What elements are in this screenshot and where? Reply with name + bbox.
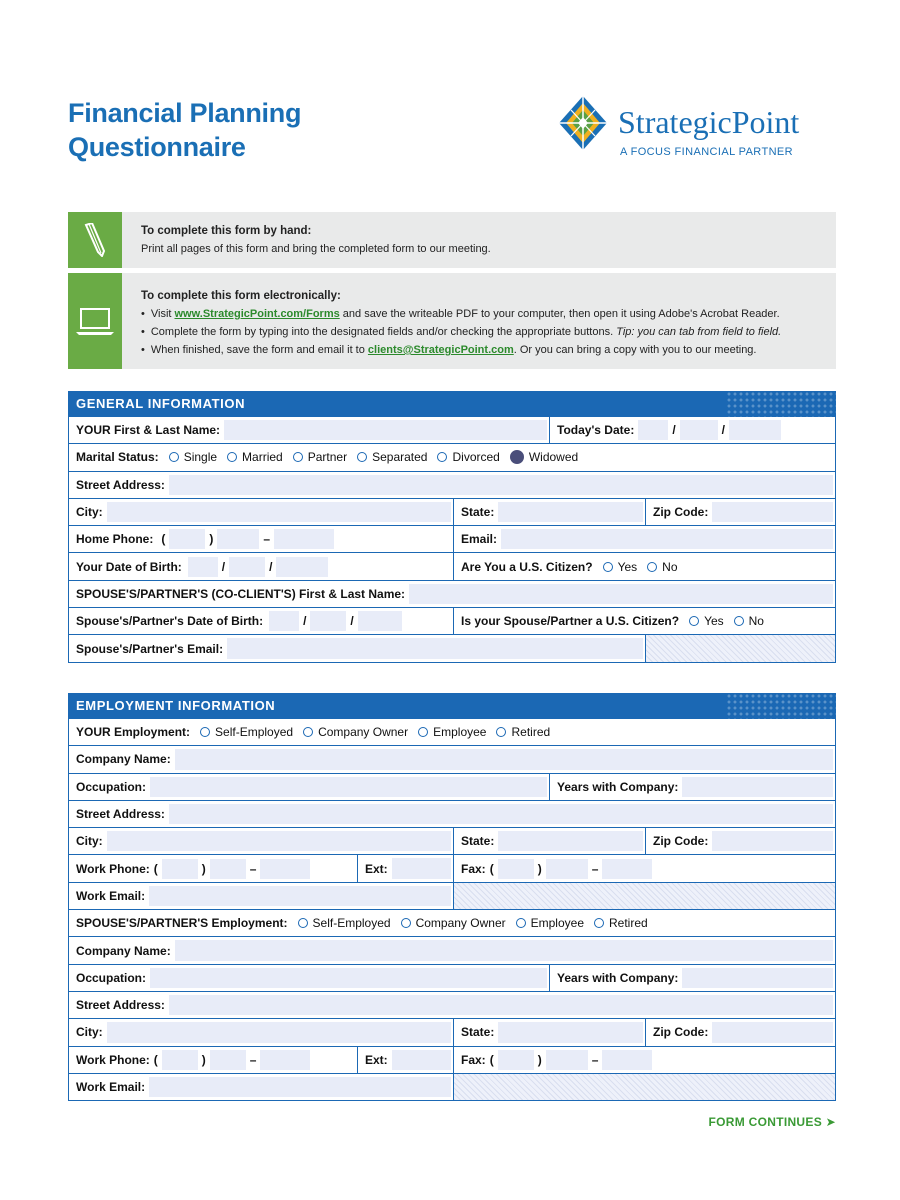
phone-prefix-field[interactable] bbox=[217, 529, 259, 549]
email-link[interactable]: clients@StrategicPoint.com bbox=[367, 344, 514, 356]
pen-icon bbox=[68, 212, 122, 268]
radio-spouse-citizen-yes[interactable]: Yes bbox=[689, 614, 724, 628]
form-row bbox=[68, 965, 836, 992]
spouse-street-field[interactable] bbox=[169, 995, 833, 1015]
field-label: Zip Code: bbox=[653, 505, 709, 520]
dob-month-field[interactable] bbox=[188, 557, 218, 577]
spouse-company-field[interactable] bbox=[175, 940, 833, 960]
occupation-field[interactable] bbox=[150, 777, 547, 797]
field-label: Fax: bbox=[461, 861, 486, 876]
fax-prefix-field[interactable] bbox=[546, 859, 588, 879]
field-label: City: bbox=[76, 834, 103, 849]
hand-instructions bbox=[68, 212, 836, 268]
radio-spouse-company-owner[interactable]: Company Owner bbox=[401, 916, 506, 930]
field-label: State: bbox=[461, 505, 495, 520]
form-row bbox=[68, 937, 836, 964]
spouse-state-field[interactable] bbox=[498, 1022, 643, 1042]
page-title bbox=[68, 96, 301, 164]
title-line-2: Questionnaire bbox=[68, 132, 246, 162]
field-label: Work Phone: bbox=[76, 861, 150, 876]
field-label: Fax: bbox=[461, 1052, 486, 1067]
field-label: Work Email: bbox=[76, 1080, 146, 1094]
form-row bbox=[68, 499, 836, 526]
field-label: YOUR First & Last Name: bbox=[76, 423, 221, 438]
radio-spouse-retired[interactable]: Retired bbox=[594, 916, 648, 930]
hand-text: Print all pages of this form and bring the completed form to our meeting. bbox=[141, 243, 491, 255]
forms-link[interactable]: www.StrategicPoint.com/Forms bbox=[174, 308, 340, 320]
area-code-field[interactable] bbox=[169, 529, 205, 549]
work-street-field[interactable] bbox=[169, 804, 833, 824]
radio-married[interactable]: Married bbox=[227, 450, 283, 464]
spouse-prefix-field[interactable] bbox=[210, 1050, 246, 1070]
blank-cell bbox=[453, 883, 835, 909]
radio-citizen-no[interactable]: No bbox=[647, 560, 677, 574]
form-row: YOUR First & Last Name: Today's Date: / / bbox=[68, 417, 836, 444]
field-label: Email: bbox=[461, 532, 498, 547]
section-header: GENERAL INFORMATION bbox=[68, 391, 836, 417]
spouse-email-field[interactable] bbox=[227, 638, 643, 658]
form-row bbox=[68, 1074, 836, 1101]
field-label: City: bbox=[76, 505, 103, 520]
ext-field[interactable] bbox=[392, 858, 451, 878]
field-label: Street Address: bbox=[76, 807, 165, 822]
field-label: Company Name: bbox=[76, 943, 171, 958]
electronic-heading: To complete this form electronically: bbox=[141, 290, 341, 302]
hand-heading: To complete this form by hand: bbox=[141, 225, 312, 237]
field-label: Marital Status: bbox=[76, 450, 159, 465]
fax-line-field[interactable] bbox=[602, 859, 652, 879]
electronic-instructions bbox=[68, 273, 836, 369]
work-line-field[interactable] bbox=[260, 859, 310, 879]
spouse-years-field[interactable] bbox=[682, 968, 833, 988]
company-field[interactable] bbox=[175, 749, 833, 769]
form-row bbox=[68, 992, 836, 1019]
radio-citizen-yes[interactable]: Yes bbox=[603, 560, 638, 574]
general-information-section bbox=[68, 391, 836, 663]
radio-spouse-employee[interactable]: Employee bbox=[516, 916, 584, 930]
instruction-bullet: • When finished, save the form and email it to clients@StrategicPoint.com. Or you can bring a copy with you to our meeting. bbox=[141, 341, 830, 359]
field-label: Work Phone: bbox=[76, 1052, 150, 1067]
spouse-line-field[interactable] bbox=[260, 1050, 310, 1070]
spouse-occupation-field[interactable] bbox=[150, 968, 547, 988]
spouse-fax-prefix-field[interactable] bbox=[546, 1050, 588, 1070]
field-label: State: bbox=[461, 1025, 495, 1040]
field-label: Work Email: bbox=[76, 888, 146, 903]
work-zip-field[interactable] bbox=[712, 831, 833, 851]
field-label: SPOUSE'S/PARTNER'S (CO-CLIENT'S) First & Last Name: bbox=[76, 586, 406, 601]
instruction-bullet: • Complete the form by typing into the designated fields and/or checking the appropriate buttons. Tip: you can tab from field to field. bbox=[141, 323, 830, 341]
form-row bbox=[68, 774, 836, 801]
radio-partner[interactable]: Partner bbox=[293, 450, 347, 464]
spouse-dob-day-field[interactable] bbox=[310, 611, 346, 631]
fax-area-code-field[interactable] bbox=[498, 859, 534, 879]
field-label: City: bbox=[76, 1025, 103, 1040]
radio-single[interactable]: Single bbox=[169, 450, 217, 464]
field-label: SPOUSE'S/PARTNER'S Employment: bbox=[76, 916, 288, 931]
spouse-ext-field[interactable] bbox=[392, 1050, 451, 1070]
radio-self-employed[interactable]: Self-Employed bbox=[200, 725, 293, 739]
spouse-dob-month-field[interactable] bbox=[269, 611, 299, 631]
years-field[interactable] bbox=[682, 777, 833, 797]
strategicpoint-logo bbox=[556, 94, 856, 160]
brand-tagline: A FOCUS FINANCIAL PARTNER bbox=[620, 146, 793, 158]
work-prefix-field[interactable] bbox=[210, 859, 246, 879]
street-field[interactable] bbox=[169, 475, 833, 495]
field-label: Are You a U.S. Citizen? bbox=[461, 559, 593, 574]
spouse-city-field[interactable] bbox=[107, 1022, 451, 1042]
diamond-logo-icon bbox=[556, 94, 610, 152]
field-label: Years with Company: bbox=[557, 779, 679, 794]
laptop-icon bbox=[68, 273, 122, 369]
form-row bbox=[68, 746, 836, 773]
brand-name: StrategicPoint bbox=[618, 104, 800, 140]
radio-separated[interactable]: Separated bbox=[357, 450, 427, 464]
form-row: Home Phone: ( ) – Email: bbox=[68, 526, 836, 553]
field-label: Your Date of Birth: bbox=[76, 559, 182, 574]
field-label: Street Address: bbox=[76, 998, 165, 1013]
title-line-1: Financial Planning bbox=[68, 98, 302, 128]
work-area-code-field[interactable] bbox=[162, 859, 198, 879]
date-year-field[interactable] bbox=[729, 420, 781, 440]
form-row bbox=[68, 910, 836, 937]
form-row: Your Date of Birth: / / Are You a U.S. Citizen? Yes No bbox=[68, 553, 836, 580]
zip-field[interactable] bbox=[712, 502, 833, 522]
employment-information-section bbox=[68, 693, 836, 1101]
form-row bbox=[68, 581, 836, 608]
field-label: Years with Company: bbox=[557, 970, 679, 985]
form-row bbox=[68, 801, 836, 828]
field-label: Spouse's/Partner's Email: bbox=[76, 641, 224, 656]
dob-year-field[interactable] bbox=[276, 557, 328, 577]
section-header: EMPLOYMENT INFORMATION bbox=[68, 693, 836, 719]
radio-spouse-citizen-no[interactable]: No bbox=[734, 614, 764, 628]
form-row: Work Phone: ( ) – Ext: Fax: ( ) – bbox=[68, 855, 836, 882]
spouse-dob-year-field[interactable] bbox=[358, 611, 402, 631]
field-label: Zip Code: bbox=[653, 834, 709, 849]
radio-divorced[interactable]: Divorced bbox=[437, 450, 499, 464]
field-label: Company Name: bbox=[76, 752, 171, 767]
spouse-work-email-field[interactable] bbox=[149, 1077, 451, 1097]
field-label: Spouse's/Partner's Date of Birth: bbox=[76, 614, 264, 629]
radio-company-owner[interactable]: Company Owner bbox=[303, 725, 408, 739]
field-label: Ext: bbox=[365, 861, 388, 876]
work-email-field[interactable] bbox=[149, 886, 451, 906]
field-label: Home Phone: bbox=[76, 532, 154, 547]
state-field[interactable] bbox=[498, 502, 643, 522]
form-continues-label: FORM CONTINUES ➤ bbox=[708, 1115, 836, 1129]
form-row bbox=[68, 635, 836, 662]
date-day-field[interactable] bbox=[680, 420, 718, 440]
work-city-field[interactable] bbox=[107, 831, 451, 851]
form-row bbox=[68, 828, 836, 855]
email-field[interactable] bbox=[501, 529, 833, 549]
field-label: YOUR Employment: bbox=[76, 725, 191, 740]
field-label: Zip Code: bbox=[653, 1025, 709, 1040]
blank-cell bbox=[645, 635, 835, 661]
instruction-bullet: • Visit www.StrategicPoint.com/Forms and save the writeable PDF to your computer, then open it using Adobe's Acrobat Reader. bbox=[141, 305, 830, 323]
form-row bbox=[68, 1019, 836, 1046]
field-label: Occupation: bbox=[76, 779, 147, 794]
form-row bbox=[68, 444, 836, 471]
form-row: Work Phone: ( ) – Ext: Fax: ( ) – bbox=[68, 1047, 836, 1074]
spouse-name-field[interactable] bbox=[409, 584, 833, 604]
spouse-zip-field[interactable] bbox=[712, 1022, 833, 1042]
spouse-area-code-field[interactable] bbox=[162, 1050, 198, 1070]
spouse-fax-line-field[interactable] bbox=[602, 1050, 652, 1070]
radio-retired[interactable]: Retired bbox=[496, 725, 550, 739]
field-label: Ext: bbox=[365, 1052, 388, 1067]
blank-cell bbox=[453, 1074, 835, 1100]
city-field[interactable] bbox=[107, 502, 451, 522]
field-label: State: bbox=[461, 834, 495, 849]
field-label: Is your Spouse/Partner a U.S. Citizen? bbox=[461, 614, 680, 629]
field-label: Today's Date: bbox=[557, 423, 635, 438]
radio-spouse-self-employed[interactable]: Self-Employed bbox=[298, 916, 391, 930]
dob-day-field[interactable] bbox=[229, 557, 265, 577]
radio-employee[interactable]: Employee bbox=[418, 725, 486, 739]
radio-widowed[interactable]: Widowed bbox=[510, 450, 578, 464]
form-row bbox=[68, 719, 836, 746]
field-label: Occupation: bbox=[76, 970, 147, 985]
form-row bbox=[68, 883, 836, 910]
form-row: Spouse's/Partner's Date of Birth: / / Is your Spouse/Partner a U.S. Citizen? Yes No bbox=[68, 608, 836, 635]
spouse-fax-area-field[interactable] bbox=[498, 1050, 534, 1070]
field-label: Street Address: bbox=[76, 477, 165, 492]
name-field[interactable] bbox=[224, 420, 547, 440]
form-row bbox=[68, 472, 836, 499]
phone-line-field[interactable] bbox=[274, 529, 334, 549]
date-month-field[interactable] bbox=[638, 420, 668, 440]
work-state-field[interactable] bbox=[498, 831, 643, 851]
